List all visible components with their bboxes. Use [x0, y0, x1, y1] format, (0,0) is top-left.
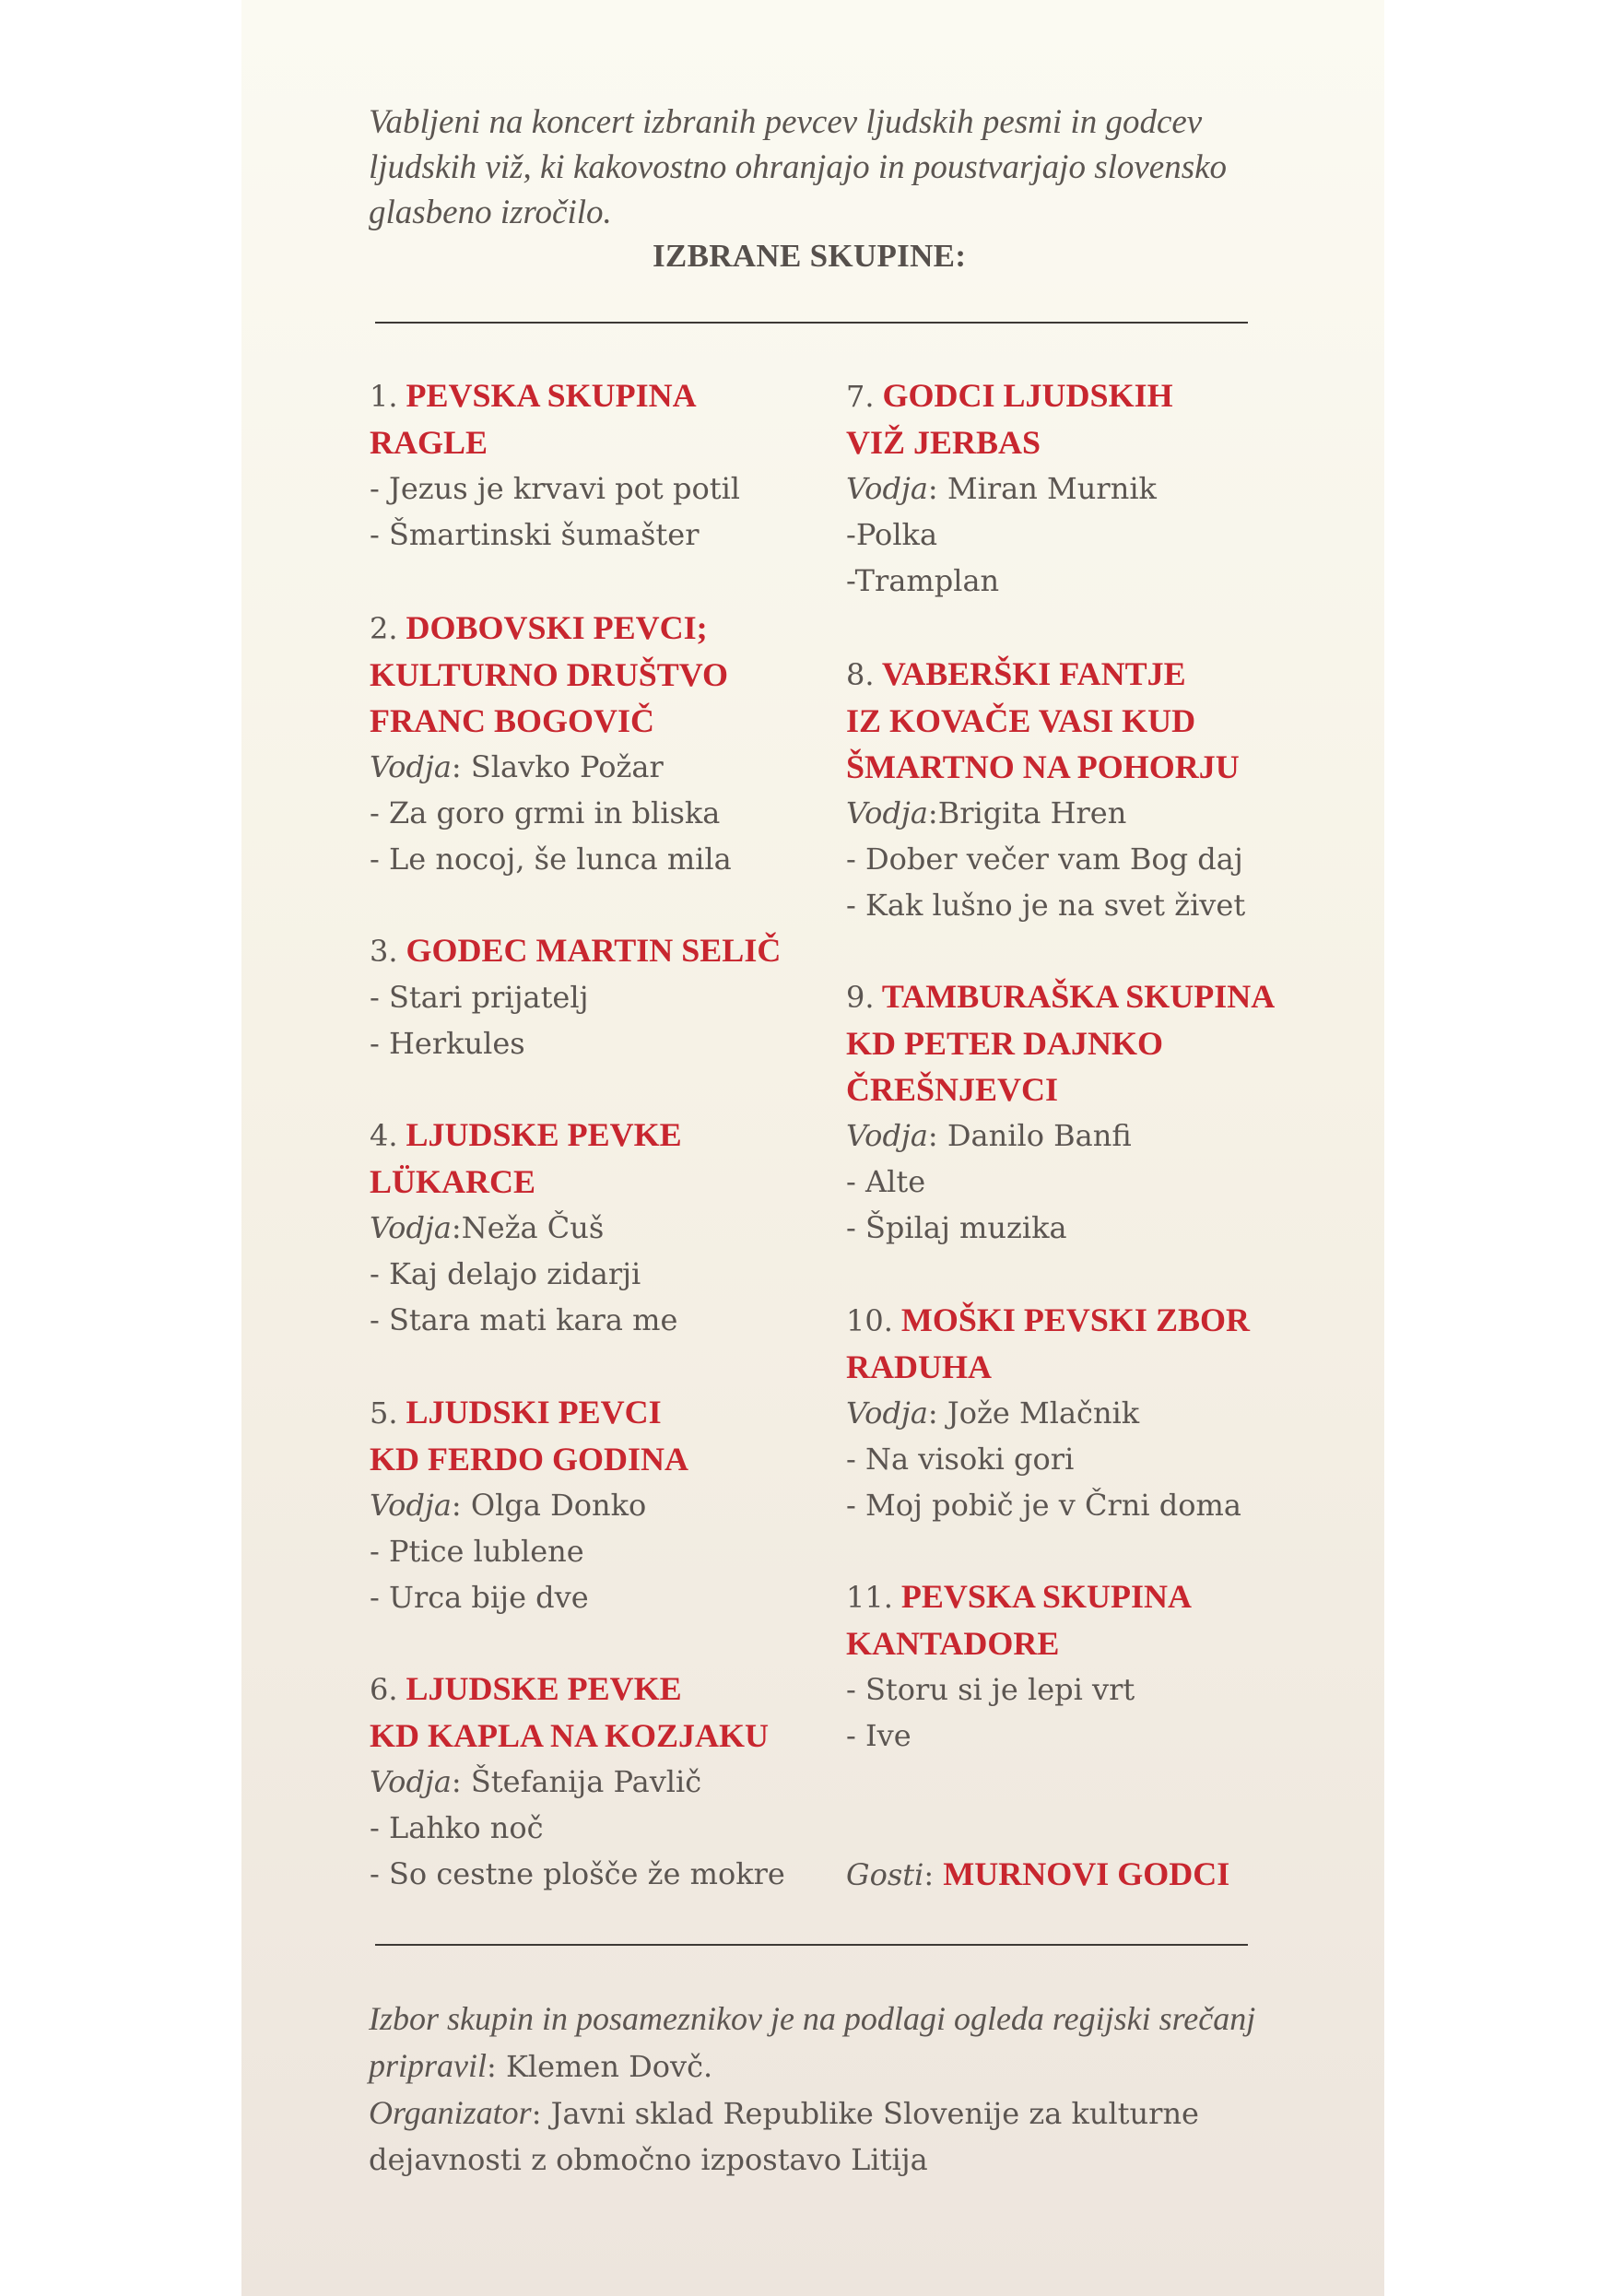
group-title: FRANC BOGOVIČ: [370, 702, 655, 739]
selection-text: Izbor skupin in posameznikov je na podlagi ogleda regijski srečanj pripravil: [369, 2000, 1256, 2084]
group-leader: [846, 465, 1344, 512]
group-number: 5.: [370, 1395, 398, 1431]
group-title: LJUDSKE PEVKE: [406, 1116, 682, 1153]
group-title: KD KAPLA NA KOZJAKU: [370, 1717, 770, 1754]
group-title: ŠMARTNO NA POHORJU: [846, 748, 1240, 785]
group-number: 8.: [846, 657, 875, 692]
group-11: [846, 1573, 1344, 1759]
group-6: [370, 1666, 867, 1897]
group-leader: [370, 1205, 867, 1251]
group-title: GODEC MARTIN SELIČ: [406, 932, 782, 969]
bottom-divider: [375, 1944, 1248, 1946]
organizer-text: : Javni sklad Republike Slovenije za kulturne dejavnosti z območno izpostavo Litija: [369, 2096, 1199, 2177]
group-number: 7.: [846, 379, 875, 414]
song: - Dober večer vam Bog daj: [846, 842, 1243, 877]
group-title: RADUHA: [846, 1348, 992, 1385]
group-number: 4.: [370, 1118, 398, 1153]
song: - Ive: [846, 1718, 911, 1753]
guests-sep: :: [923, 1857, 944, 1892]
section-heading: IZBRANE SKUPINE:: [653, 238, 967, 274]
group-leader: [370, 1759, 867, 1805]
group-title: KULTURNO DRUŠTVO: [370, 656, 729, 693]
song: - Moj pobič je v Črni doma: [846, 1488, 1241, 1523]
song: - Jezus je krvavi pot potil: [370, 471, 741, 506]
selection-credit: [369, 1996, 1290, 2090]
leader-label: Vodja: [846, 1118, 928, 1153]
song: -Polka: [846, 517, 938, 552]
group-title: VIŽ JERBAS: [846, 424, 1041, 461]
top-divider: [375, 322, 1248, 324]
group-8: [846, 651, 1344, 928]
song: - Šmartinski šumašter: [370, 517, 700, 552]
song: - So cestne plošče že mokre: [370, 1856, 785, 1891]
organizer-credit: [369, 2090, 1290, 2183]
guests-label: Gosti: [846, 1857, 924, 1892]
group-number: 3.: [370, 934, 398, 969]
leader-name: : Jože Mlačnik: [927, 1395, 1140, 1431]
group-number: 2.: [370, 611, 398, 646]
song: - Za goro grmi in bliska: [370, 795, 721, 830]
leader-label: Vodja: [846, 795, 928, 830]
group-4: [370, 1112, 867, 1343]
group-title: KD PETER DAJNKO: [846, 1025, 1164, 1062]
song: - Storu si je lepi vrt: [846, 1672, 1135, 1707]
group-title: GODCI LJUDSKIH: [882, 377, 1173, 414]
guests-line: [846, 1851, 1229, 1898]
song: - Kaj delajo zidarji: [370, 1256, 641, 1291]
group-leader: [370, 1482, 867, 1528]
leader-name: : Slavko Požar: [451, 749, 664, 784]
group-number: 9.: [846, 980, 875, 1015]
song: - Le nocoj, še lunca mila: [370, 842, 732, 877]
selection-name: : Klemen Dovč.: [487, 2049, 713, 2084]
song: - Stari prijatelj: [370, 980, 589, 1015]
guests-name: MURNOVI GODCI: [943, 1855, 1230, 1892]
leader-label: Vodja: [846, 471, 928, 506]
leader-label: Vodja: [846, 1395, 928, 1431]
group-leader: [370, 744, 867, 790]
leader-name: : Danilo Banfi: [927, 1118, 1132, 1153]
group-5: [370, 1389, 867, 1620]
leader-name: :Brigita Hren: [927, 795, 1127, 830]
group-2: [370, 605, 867, 882]
group-title: VABERŠKI FANTJE: [881, 655, 1186, 692]
group-title: LÜKARCE: [370, 1163, 536, 1200]
group-leader: [846, 790, 1344, 836]
leader-label: Vodja: [370, 1764, 452, 1799]
group-title: PEVSKA SKUPINA: [406, 377, 697, 414]
song: - Lahko noč: [370, 1810, 544, 1845]
song: - Špilaj muzika: [846, 1210, 1067, 1245]
song: - Kak lušno je na svet živet: [846, 888, 1246, 923]
song: -Tramplan: [846, 563, 1000, 598]
footer: [369, 1996, 1290, 2183]
leader-label: Vodja: [370, 749, 452, 784]
group-number: 11.: [846, 1580, 893, 1615]
group-title: KD FERDO GODINA: [370, 1441, 689, 1478]
leader-name: : Štefanija Pavlič: [451, 1764, 702, 1799]
group-title: RAGLE: [370, 424, 488, 461]
group-title: IZ KOVAČE VASI KUD: [846, 702, 1196, 739]
song: - Herkules: [370, 1026, 525, 1061]
leader-name: : Olga Donko: [451, 1488, 647, 1523]
song: - Alte: [846, 1164, 926, 1199]
group-title: LJUDSKI PEVCI: [406, 1394, 662, 1431]
group-title: MOŠKI PEVSKI ZBOR: [900, 1301, 1250, 1338]
song: - Stara mati kara me: [370, 1302, 678, 1337]
group-title: PEVSKA SKUPINA: [900, 1578, 1192, 1615]
group-1: [370, 372, 867, 558]
group-title: LJUDSKE PEVKE: [406, 1670, 682, 1707]
group-title: KANTADORE: [846, 1625, 1060, 1662]
leader-name: : Miran Murnik: [927, 471, 1157, 506]
group-9: [846, 973, 1344, 1251]
song: - Ptice lublene: [370, 1534, 584, 1569]
group-title: DOBOVSKI PEVCI;: [406, 609, 708, 646]
leader-label: Vodja: [370, 1210, 452, 1245]
leader-name: :Neža Čuš: [451, 1210, 605, 1245]
group-10: [846, 1297, 1344, 1528]
song: - Urca bije dve: [370, 1580, 589, 1615]
organizer-label: Organizator: [369, 2094, 532, 2131]
group-7: [846, 372, 1344, 604]
group-leader: [846, 1390, 1344, 1436]
group-leader: [846, 1113, 1344, 1159]
leader-label: Vodja: [370, 1488, 452, 1523]
song: - Na visoki gori: [846, 1442, 1075, 1477]
group-number: 1.: [370, 379, 398, 414]
intro-text: Vabljeni na koncert izbranih pevcev ljudskih pesmi in godcev ljudskih viž, ki kakovostno ohranjajo in poustvarjajo slovensko glasbeno izročilo.: [369, 103, 1228, 231]
group-title: ČREŠNJEVCI: [846, 1071, 1059, 1108]
group-number: 6.: [370, 1672, 398, 1707]
group-title: TAMBURAŠKA SKUPINA: [881, 978, 1276, 1015]
group-3: [370, 927, 867, 1066]
group-number: 10.: [846, 1303, 893, 1338]
